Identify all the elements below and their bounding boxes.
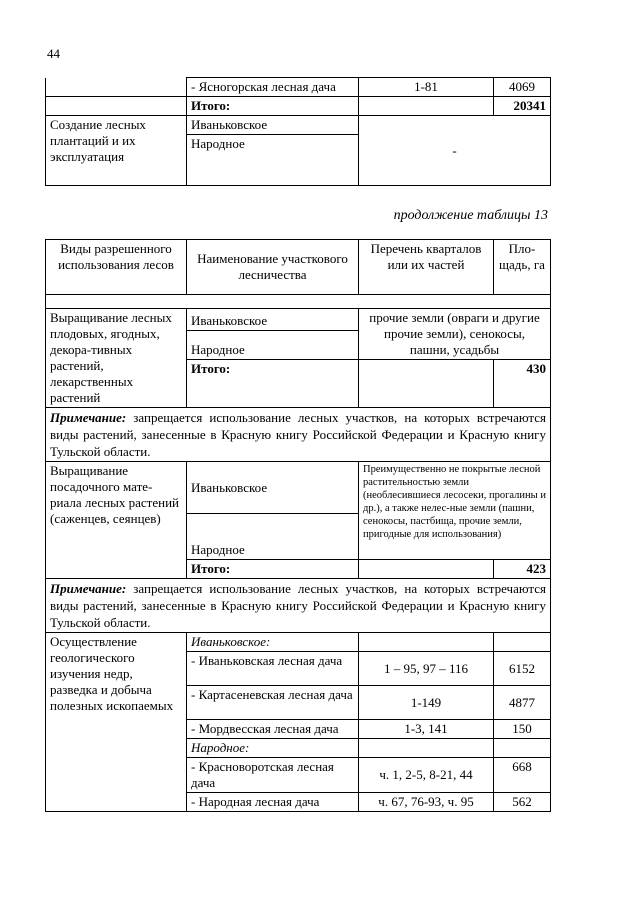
forestry-name: Иваньковское bbox=[187, 309, 359, 331]
total-label: Итого: bbox=[187, 360, 359, 408]
forestry-name: Народное bbox=[187, 331, 359, 360]
total-value: 20341 bbox=[494, 97, 551, 116]
usage-type: Осуществление геологического изучения недр, разведка и добыча полезных ископаемых bbox=[46, 633, 187, 812]
area-cell: 150 bbox=[494, 720, 551, 739]
usage-type: Выращивание посадочного мате-риала лесных растений (саженцев, сеянцев) bbox=[46, 462, 187, 579]
area-cell: 562 bbox=[494, 793, 551, 812]
area-cell: 4069 bbox=[494, 78, 551, 97]
quarters-cell: 1-149 bbox=[359, 686, 494, 720]
quarters-cell: ч. 67, 76-93, ч. 95 bbox=[359, 793, 494, 812]
total-value: 423 bbox=[494, 560, 551, 579]
continuation-caption: продолжение таблицы 13 bbox=[393, 208, 548, 223]
main-table bbox=[45, 239, 551, 812]
total-label: Итого: bbox=[187, 97, 359, 116]
header-usage: Виды разрешенного использования лесов bbox=[46, 240, 187, 295]
lands-cell: Преимущественно не покрытые лесной растительностью земли (необлесившиеся лесосеки, прогалины и др.), а также нелес-ные земли (пашни, сенокосы, пастбища, прочие земли, пригодные для использования) bbox=[359, 462, 551, 560]
header-area: Пло-щадь, га bbox=[494, 240, 551, 295]
note-label: Примечание: bbox=[50, 581, 127, 596]
forestry-name: Иваньковское bbox=[187, 462, 359, 514]
area-cell: 668 bbox=[494, 758, 551, 793]
dash-cell: - bbox=[359, 116, 551, 186]
forest-dacha-name: - Иваньковская лесная дача bbox=[187, 652, 359, 686]
note-text: запрещается использование лесных участков, на которых встречаются виды растений, занесенные в Красную книгу Российской Федерации и Красную книгу Тульской области. bbox=[50, 581, 546, 630]
forestry-group: Иваньковское: bbox=[187, 633, 359, 652]
quarters-cell: 1-81 bbox=[359, 78, 494, 97]
forestry-name: Иваньковское bbox=[187, 116, 359, 135]
total-value: 430 bbox=[494, 360, 551, 408]
forest-dacha-name: - Картасеневская лесная дача bbox=[187, 686, 359, 720]
forest-dacha-name: - Красноворотская лесная дача bbox=[187, 758, 359, 793]
usage-type: Выращивание лесных плодовых, ягодных, декора-тивных растений, лекарственных растений bbox=[46, 309, 187, 408]
note bbox=[46, 408, 551, 462]
page-number: 44 bbox=[47, 46, 60, 61]
forestry-name: Народное bbox=[187, 514, 359, 560]
area-cell: 6152 bbox=[494, 652, 551, 686]
note bbox=[46, 579, 551, 633]
total-label: Итого: bbox=[187, 560, 359, 579]
lands-cell: прочие земли (овраги и другие прочие земли), сенокосы, пашни, усадьбы bbox=[359, 309, 551, 360]
forestry-name: Народное bbox=[187, 135, 359, 186]
note-text: запрещается использование лесных участков, на которых встречаются виды растений, занесенные в Красную книгу Российской Федерации и Красную книгу Тульской области. bbox=[50, 410, 546, 459]
quarters-cell: 1-3, 141 bbox=[359, 720, 494, 739]
usage-type: Создание лесных плантаций и их эксплуатация bbox=[46, 116, 187, 186]
note-label: Примечание: bbox=[50, 410, 127, 425]
area-cell: 4877 bbox=[494, 686, 551, 720]
forestry-group: Народное: bbox=[187, 739, 359, 758]
forest-dacha-name: - Ясногорская лесная дача bbox=[187, 78, 359, 97]
forest-dacha-name: - Народная лесная дача bbox=[187, 793, 359, 812]
forest-dacha-name: - Мордвесская лесная дача bbox=[187, 720, 359, 739]
header-forestry: Наименование участкового лесничества bbox=[187, 240, 359, 295]
header-quarters: Перечень кварталов или их частей bbox=[359, 240, 494, 295]
quarters-cell: ч. 1, 2-5, 8-21, 44 bbox=[359, 758, 494, 793]
top-table bbox=[45, 77, 551, 186]
quarters-cell: 1 – 95, 97 – 116 bbox=[359, 652, 494, 686]
